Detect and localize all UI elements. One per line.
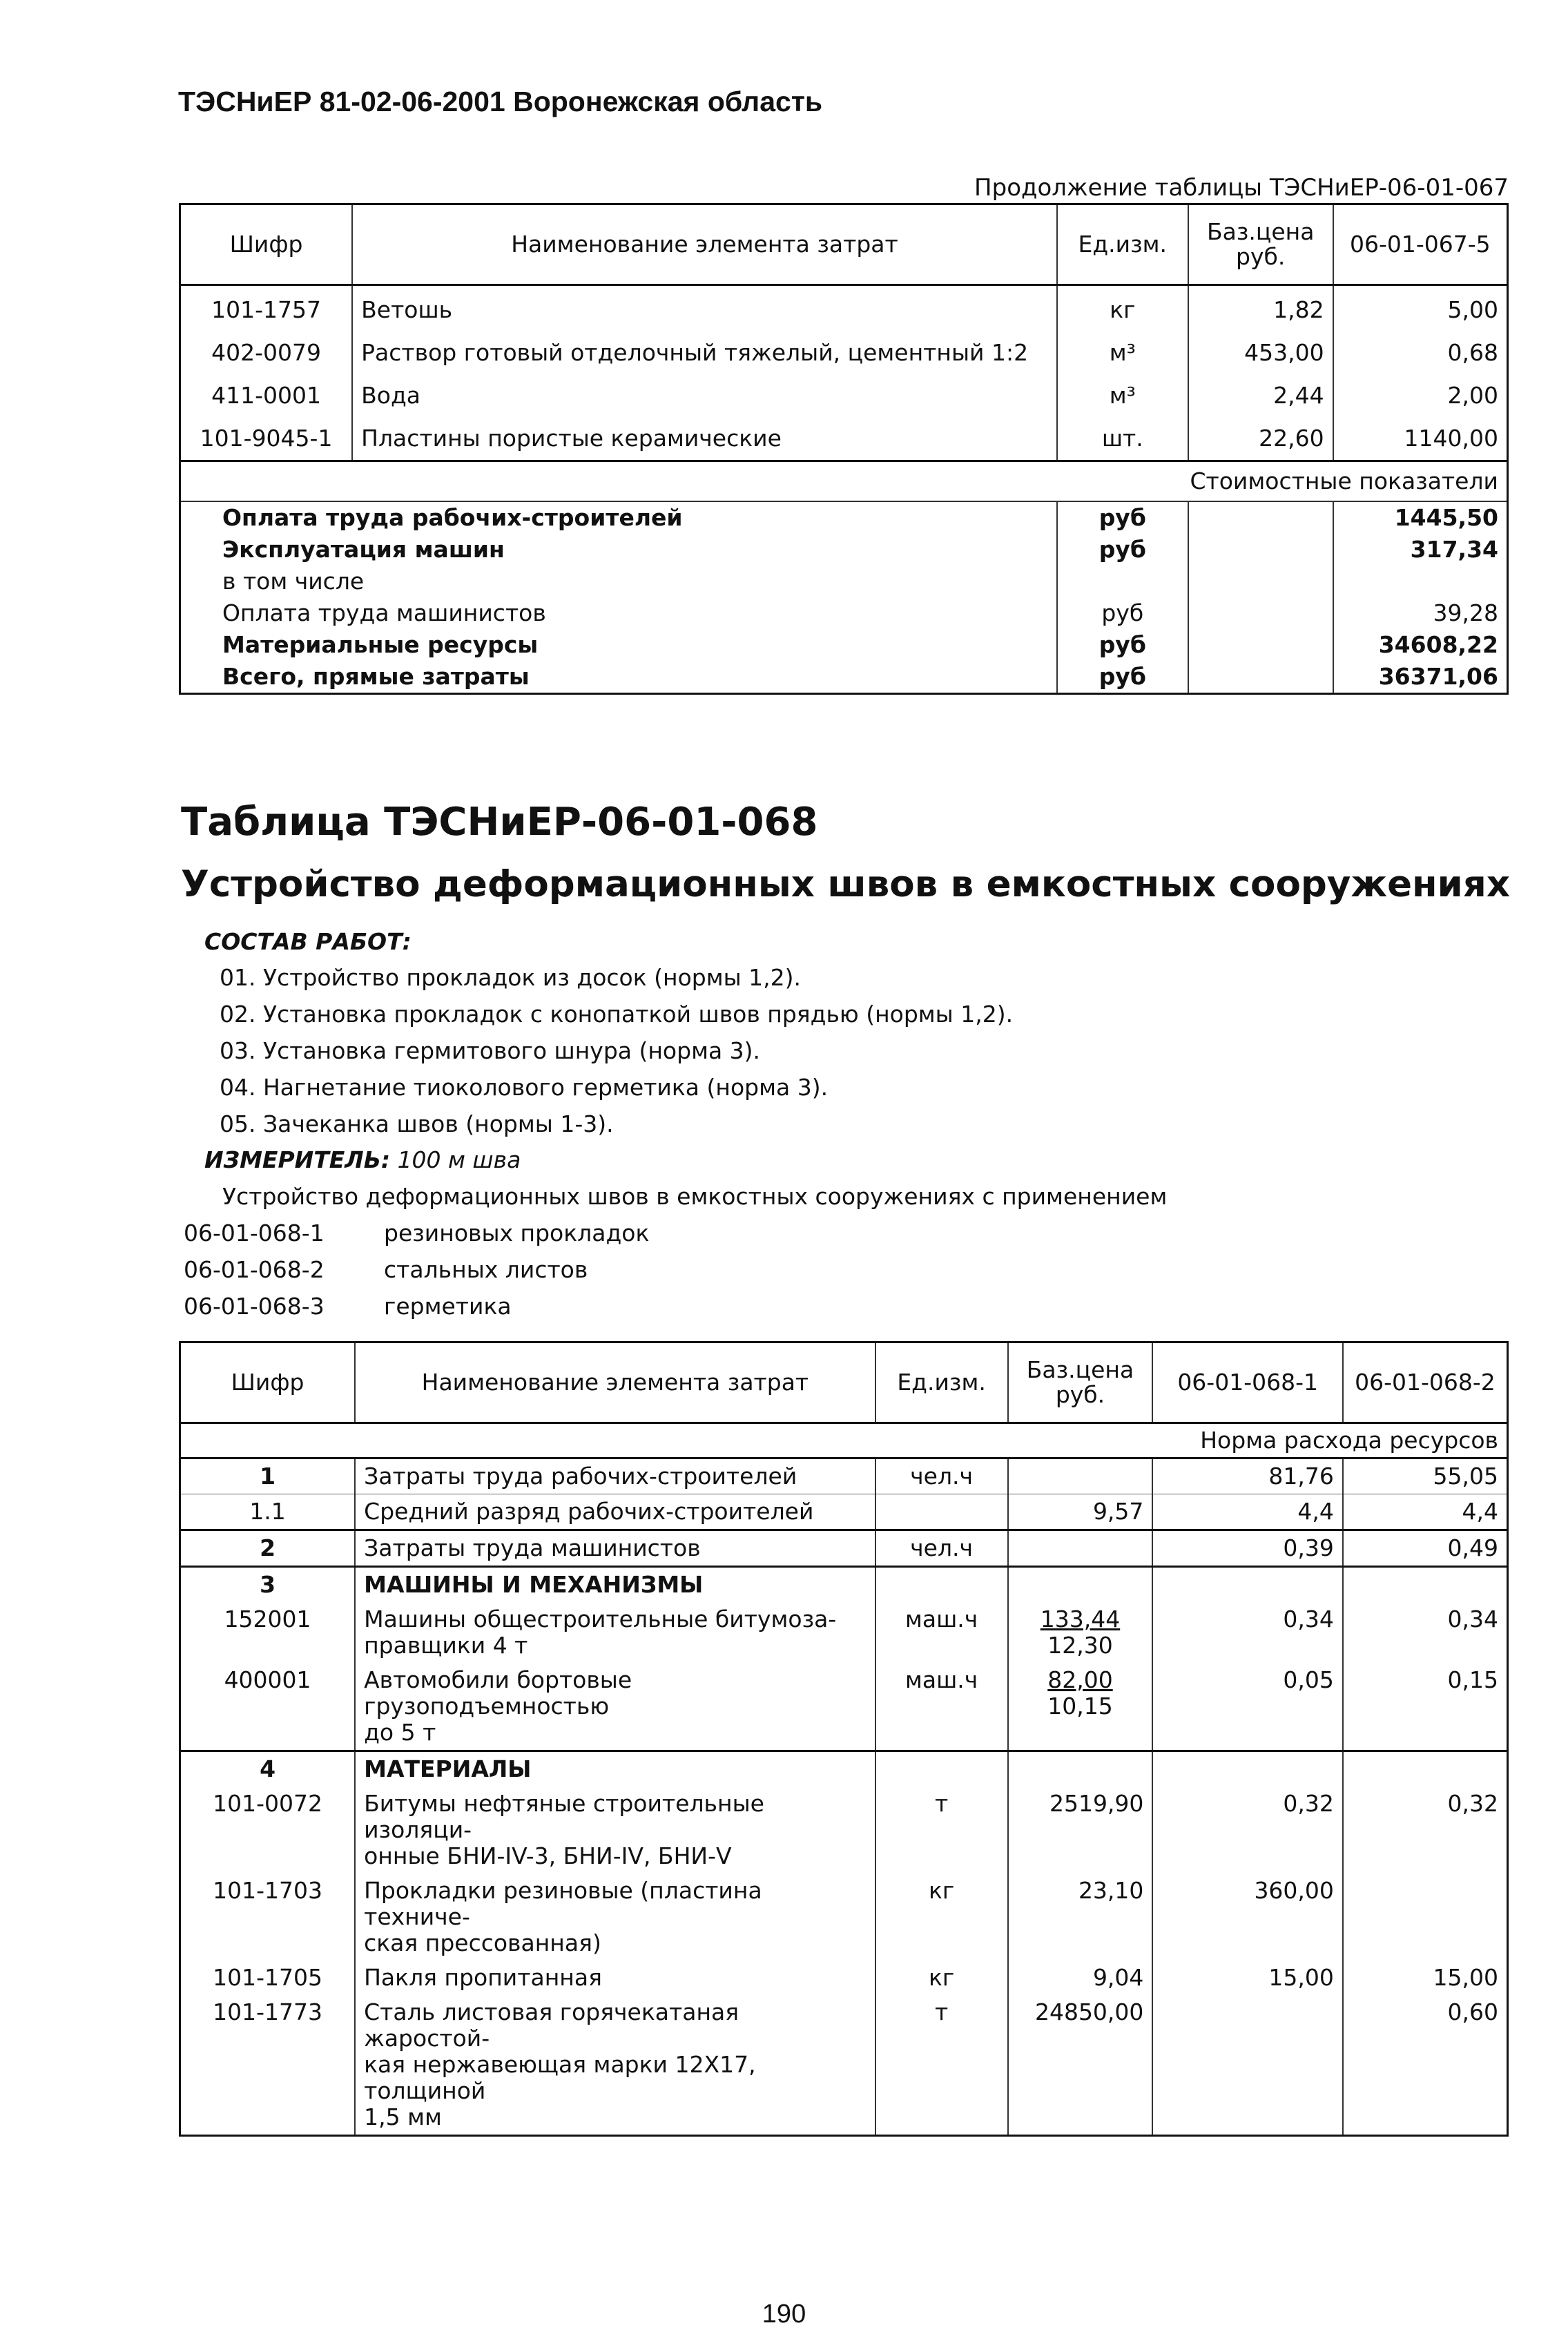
header-name: Наименование элемента затрат: [352, 204, 1057, 285]
table-row: 152001 Машины общестроительные битумоза- правщики 4 т маш.ч 133,44 12,30 0,34 0,34: [180, 1602, 1508, 1663]
table-row: 101-0072 Битумы нефтяные строительные изоляци- онные БНИ-IV-3, БНИ-IV, БНИ-V т 2519,90 0,32 0,32: [180, 1786, 1508, 1874]
header-norm: 06-01-067-5: [1333, 204, 1508, 285]
resource-table-068: [179, 1341, 1509, 2137]
table-row: 101-1757 Ветошь кг 1,82 5,00: [180, 285, 1508, 332]
table-row: 101-9045-1 Пластины пористые керамические шт. 22,60 1140,00: [180, 417, 1508, 461]
table-row: 400001 Автомобили бортовые грузоподъемностью до 5 т маш.ч 82,00 10,15 0,05 0,15: [180, 1663, 1508, 1751]
variants-intro: Устройство деформационных швов в емкостных сооружениях с применением: [222, 1183, 1168, 1210]
table-continuation-label: Продолжение таблицы ТЭСНиЕР-06-01-067: [974, 174, 1509, 202]
header-unit: Ед.изм.: [875, 1342, 1008, 1423]
norm-section-header: Норма расхода ресурсов: [180, 1423, 1508, 1458]
header-code: Шифр: [180, 1342, 356, 1423]
work-item: 04. Нагнетание тиоколового герметика (норма 3).: [220, 1074, 829, 1101]
group-row-materials: 4 МАТЕРИАЛЫ: [180, 1751, 1508, 1787]
meter-value: 100 м шва: [397, 1146, 521, 1173]
header-price: Баз.цена руб.: [1188, 204, 1333, 285]
cost-row: в том числе: [180, 566, 1508, 597]
table-row: 101-1705 Пакля пропитанная кг 9,04 15,00 15,00: [180, 1961, 1508, 1995]
cost-row: Оплата труда рабочих-строителей руб 1445,50: [180, 501, 1508, 534]
work-composition-label: СОСТАВ РАБОТ:: [204, 928, 412, 955]
cost-row: Эксплуатация машин руб 317,34: [180, 534, 1508, 566]
table-row: 411-0001 Вода м³ 2,44 2,00: [180, 374, 1508, 417]
page-number: 190: [762, 2300, 806, 2329]
meter-line: [204, 1146, 521, 1173]
table-row: 2 Затраты труда машинистов чел.ч 0,39 0,49: [180, 1530, 1508, 1567]
table-row: 101-1703 Прокладки резиновые (пластина техниче- ская прессованная) кг 23,10 360,00: [180, 1874, 1508, 1961]
variant-code: 06-01-068-2: [184, 1256, 325, 1283]
section-title: Таблица ТЭСНиЕР-06-01-068: [181, 800, 818, 845]
header-norm-2: 06-01-068-2: [1343, 1342, 1508, 1423]
group-row-machines: 3 МАШИНЫ И МЕХАНИЗМЫ: [180, 1567, 1508, 1603]
cost-row: Оплата труда машинистов руб 39,28: [180, 597, 1508, 629]
section-subtitle: Устройство деформационных швов в емкостных сооружениях: [181, 863, 1511, 905]
header-norm-1: 06-01-068-1: [1152, 1342, 1342, 1423]
variant-code: 06-01-068-3: [184, 1293, 325, 1320]
meter-label: ИЗМЕРИТЕЛЬ:: [204, 1146, 391, 1173]
cost-row: Всего, прямые затраты руб 36371,06: [180, 661, 1508, 694]
header-code: Шифр: [180, 204, 353, 285]
variant-text: герметика: [384, 1293, 512, 1320]
table-row: 402-0079 Раствор готовый отделочный тяжелый, цементный 1:2 м³ 453,00 0,68: [180, 331, 1508, 374]
work-item: 02. Установка прокладок с конопаткой швов прядью (нормы 1,2).: [220, 1001, 1014, 1028]
header-name: Наименование элемента затрат: [355, 1342, 875, 1423]
cost-section-header: Стоимостные показатели: [180, 461, 1508, 502]
cost-row: Материальные ресурсы руб 34608,22: [180, 629, 1508, 661]
resource-table-067: [179, 203, 1509, 695]
document-header: ТЭСНиЕР 81-02-06-2001 Воронежская область: [178, 86, 823, 117]
variant-text: резиновых прокладок: [384, 1220, 650, 1246]
work-item: 03. Установка гермитового шнура (норма 3).: [220, 1037, 761, 1064]
work-item: 05. Зачеканка швов (нормы 1-3).: [220, 1110, 614, 1137]
table-header-row: [180, 1342, 1508, 1423]
variant-code: 06-01-068-1: [184, 1220, 325, 1246]
header-unit: Ед.изм.: [1057, 204, 1188, 285]
table-row: 1 Затраты труда рабочих-строителей чел.ч 81,76 55,05: [180, 1458, 1508, 1494]
table-row: 1.1 Средний разряд рабочих-строителей 9,57 4,4 4,4: [180, 1494, 1508, 1530]
header-price: Баз.цена руб.: [1008, 1342, 1153, 1423]
table-header-row: [180, 204, 1508, 285]
variant-text: стальных листов: [384, 1256, 588, 1283]
work-item: 01. Устройство прокладок из досок (нормы 1,2).: [220, 964, 802, 991]
table-row: 101-1773 Сталь листовая горячекатаная жаростой- кая нержавеющая марки 12Х17, толщиной 1,5 мм т 24850,00 0,60: [180, 1995, 1508, 2136]
